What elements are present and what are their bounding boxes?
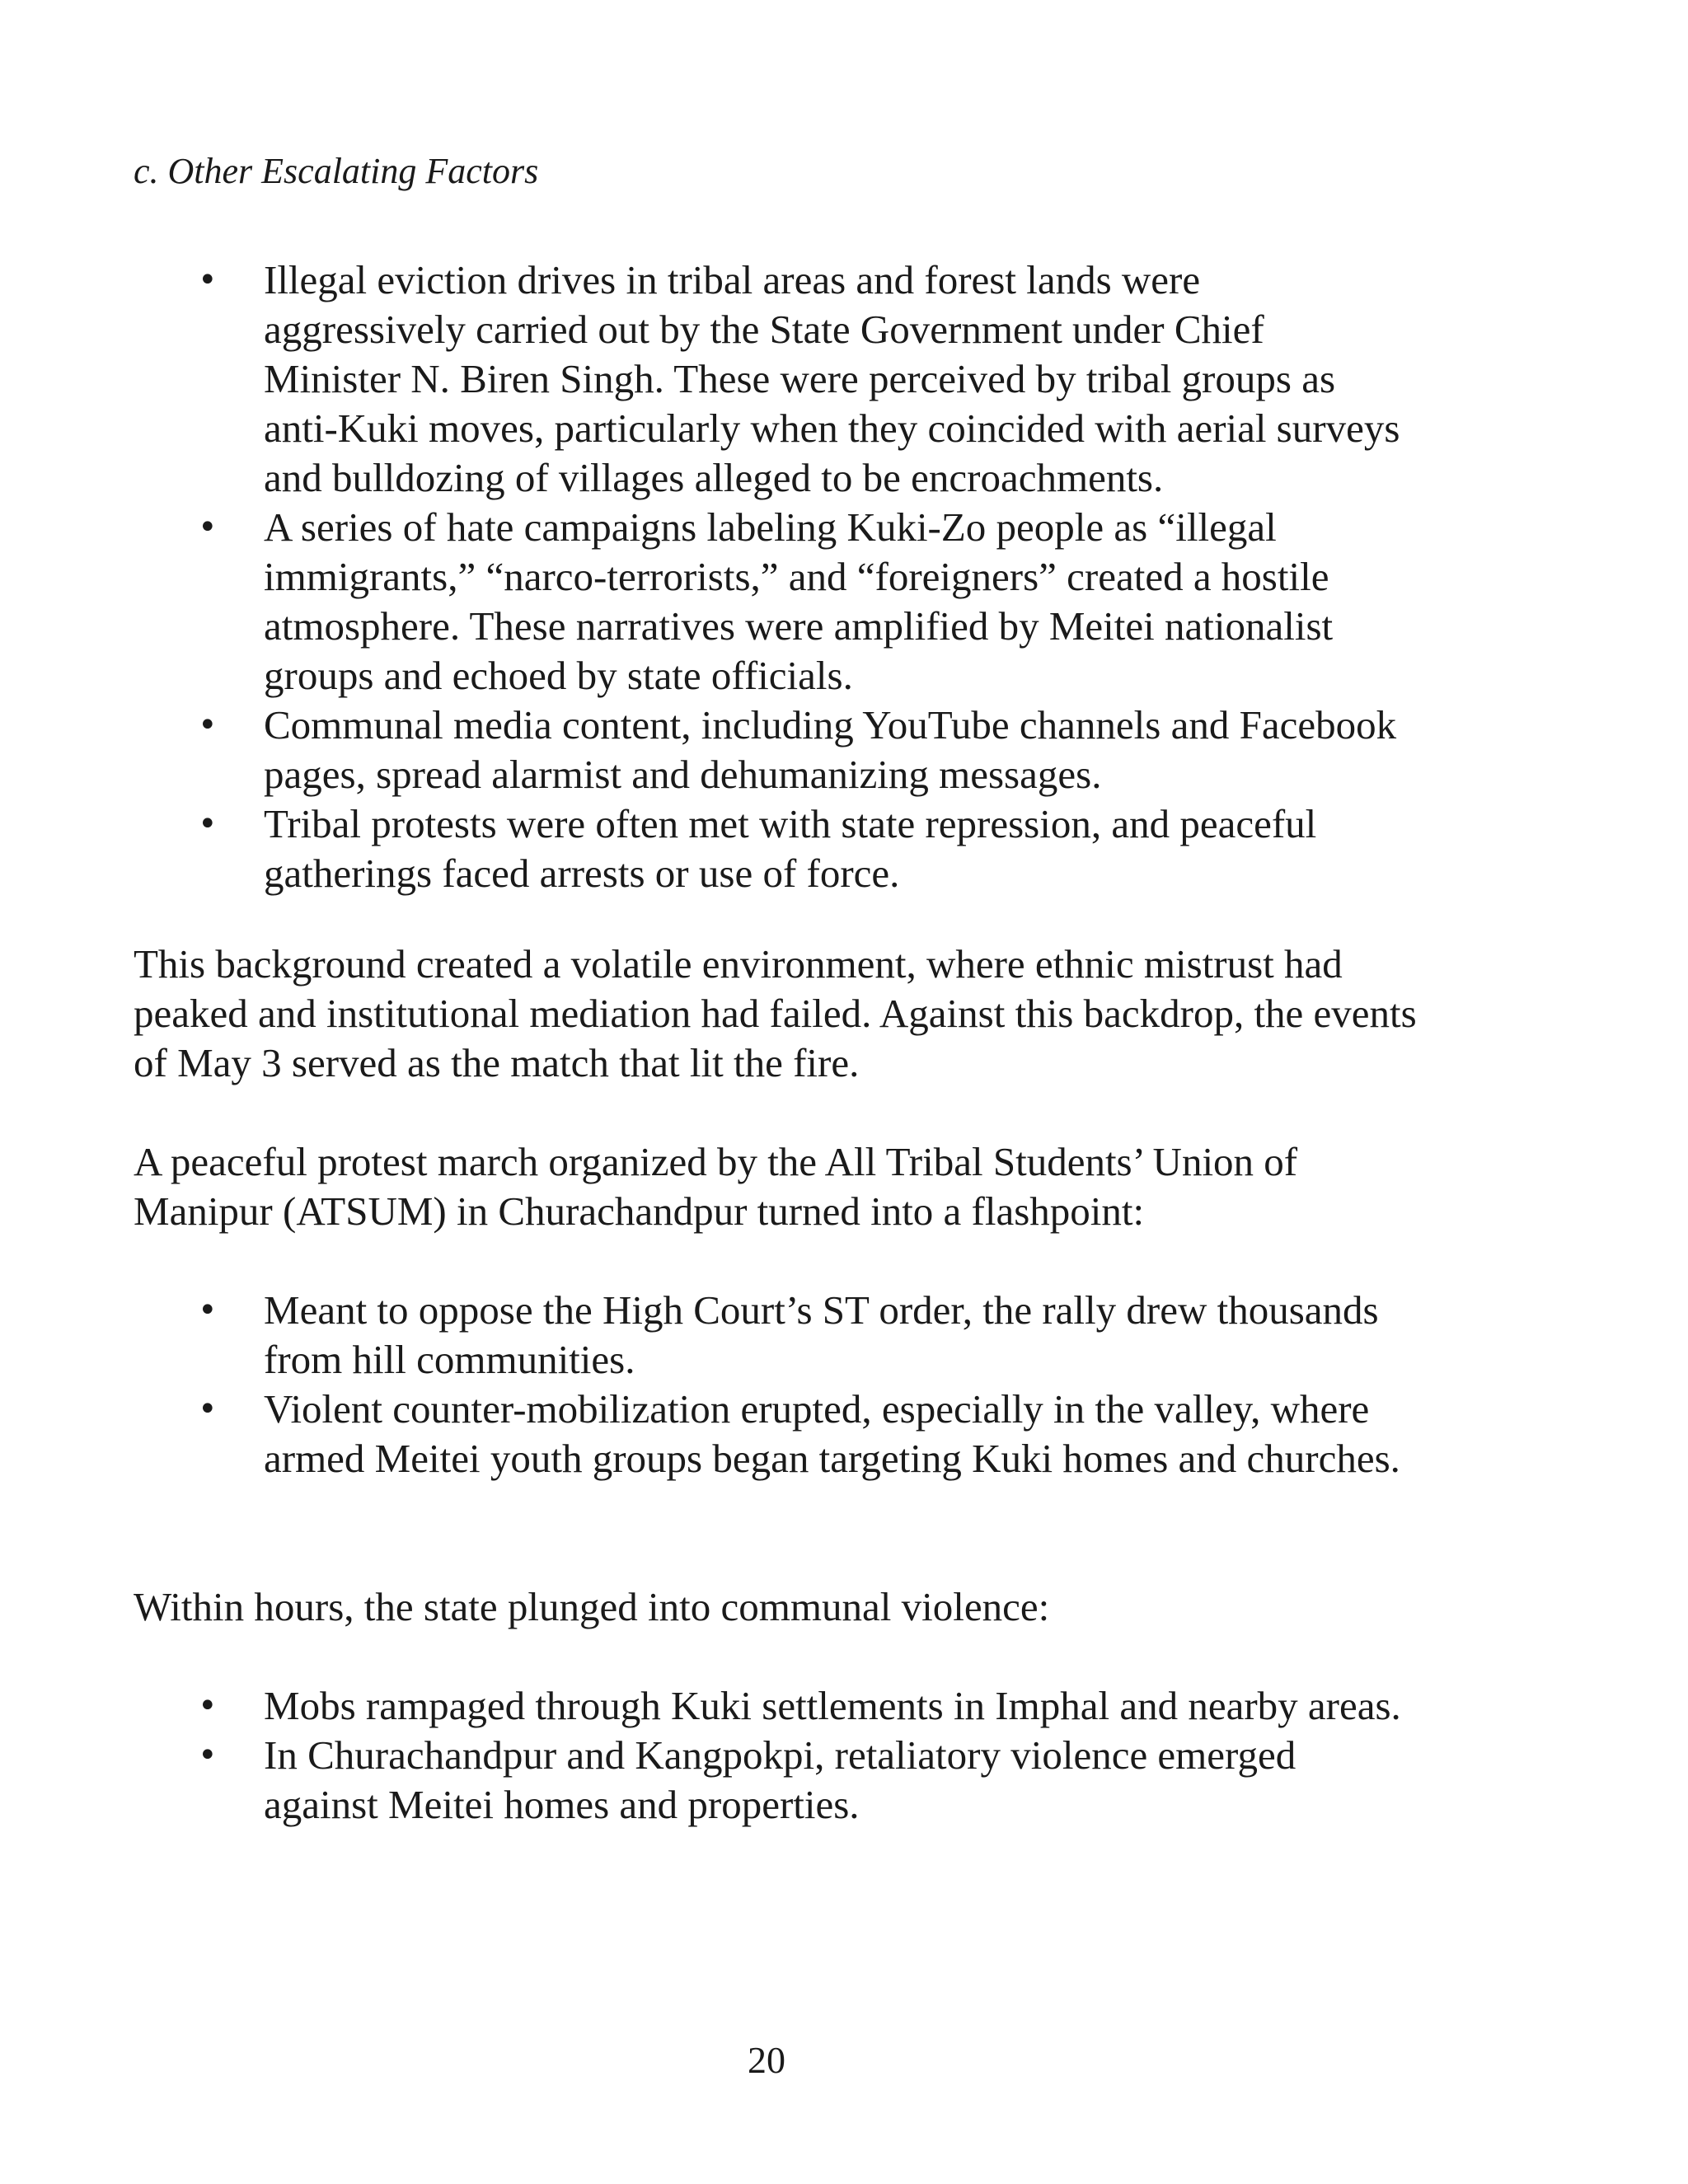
- bullet-icon: •: [198, 1687, 218, 1725]
- list-item-text: Violent counter-mobilization erupted, especially in the valley, where armed Meitei youth groups began targeting Kuki homes and churches.: [264, 1386, 1400, 1481]
- list-item-text: Mobs rampaged through Kuki settlements in Imphal and nearby areas.: [264, 1683, 1401, 1728]
- list-item: [0, 503, 1401, 701]
- background-paragraph: This background created a volatile environment, where ethnic mistrust had peaked and institutional mediation had failed. Against this backdrop, the events of May 3 served as the match that lit the fire.: [134, 941, 1417, 1085]
- violence-list: [0, 1681, 1688, 1830]
- bullet-icon: •: [198, 1291, 218, 1329]
- bullet-icon: •: [198, 509, 218, 546]
- list-item-text: Tribal protests were often met with state repression, and peaceful gatherings faced arrests or use of force.: [264, 801, 1317, 896]
- list-item-text: Communal media content, including YouTube channels and Facebook pages, spread alarmist and dehumanizing messages.: [264, 702, 1397, 797]
- page-number: 20: [748, 2039, 785, 2081]
- list-item: [0, 255, 1401, 503]
- list-item: [0, 799, 1401, 898]
- list-item: [0, 1731, 1401, 1830]
- escalating-factors-list: [0, 255, 1688, 898]
- bullet-icon: •: [198, 805, 218, 843]
- list-item-text: Meant to oppose the High Court’s ST order, the rally drew thousands from hill communities.: [264, 1287, 1379, 1382]
- list-item-text: In Churachandpur and Kangpokpi, retaliatory violence emerged against Meitei homes and properties.: [264, 1732, 1296, 1827]
- bullet-icon: •: [198, 1390, 218, 1428]
- violence-intro-paragraph: Within hours, the state plunged into communal violence:: [134, 1584, 1050, 1629]
- list-item-text: A series of hate campaigns labeling Kuki-Zo people as “illegal immigrants,” “narco-terrorists,” and “foreigners” created a hostile atmosphere. These narratives were amplified by Meitei nationalist groups and echoed by state officials.: [264, 504, 1334, 698]
- list-item: [0, 1286, 1401, 1385]
- protest-paragraph: A peaceful protest march organized by the All Tribal Students’ Union of Manipur (ATSUM) in Churachandpur turned into a flashpoint:: [134, 1139, 1298, 1234]
- list-item: [0, 1385, 1401, 1483]
- list-item-text: Illegal eviction drives in tribal areas and forest lands were aggressively carried out by the State Government under Chief Minister N. Biren Singh. These were perceived by tribal groups as anti-Kuki moves, particularly when they coincided with aerial surveys and bulldozing of villages alleged to be encroachments.: [264, 257, 1400, 500]
- list-item: [0, 701, 1401, 799]
- bullet-icon: •: [198, 1736, 218, 1774]
- bullet-icon: •: [198, 706, 218, 744]
- section-heading: c. Other Escalating Factors: [134, 151, 539, 191]
- rally-list: [0, 1286, 1688, 1483]
- list-item: [0, 1681, 1401, 1731]
- bullet-icon: •: [198, 261, 218, 299]
